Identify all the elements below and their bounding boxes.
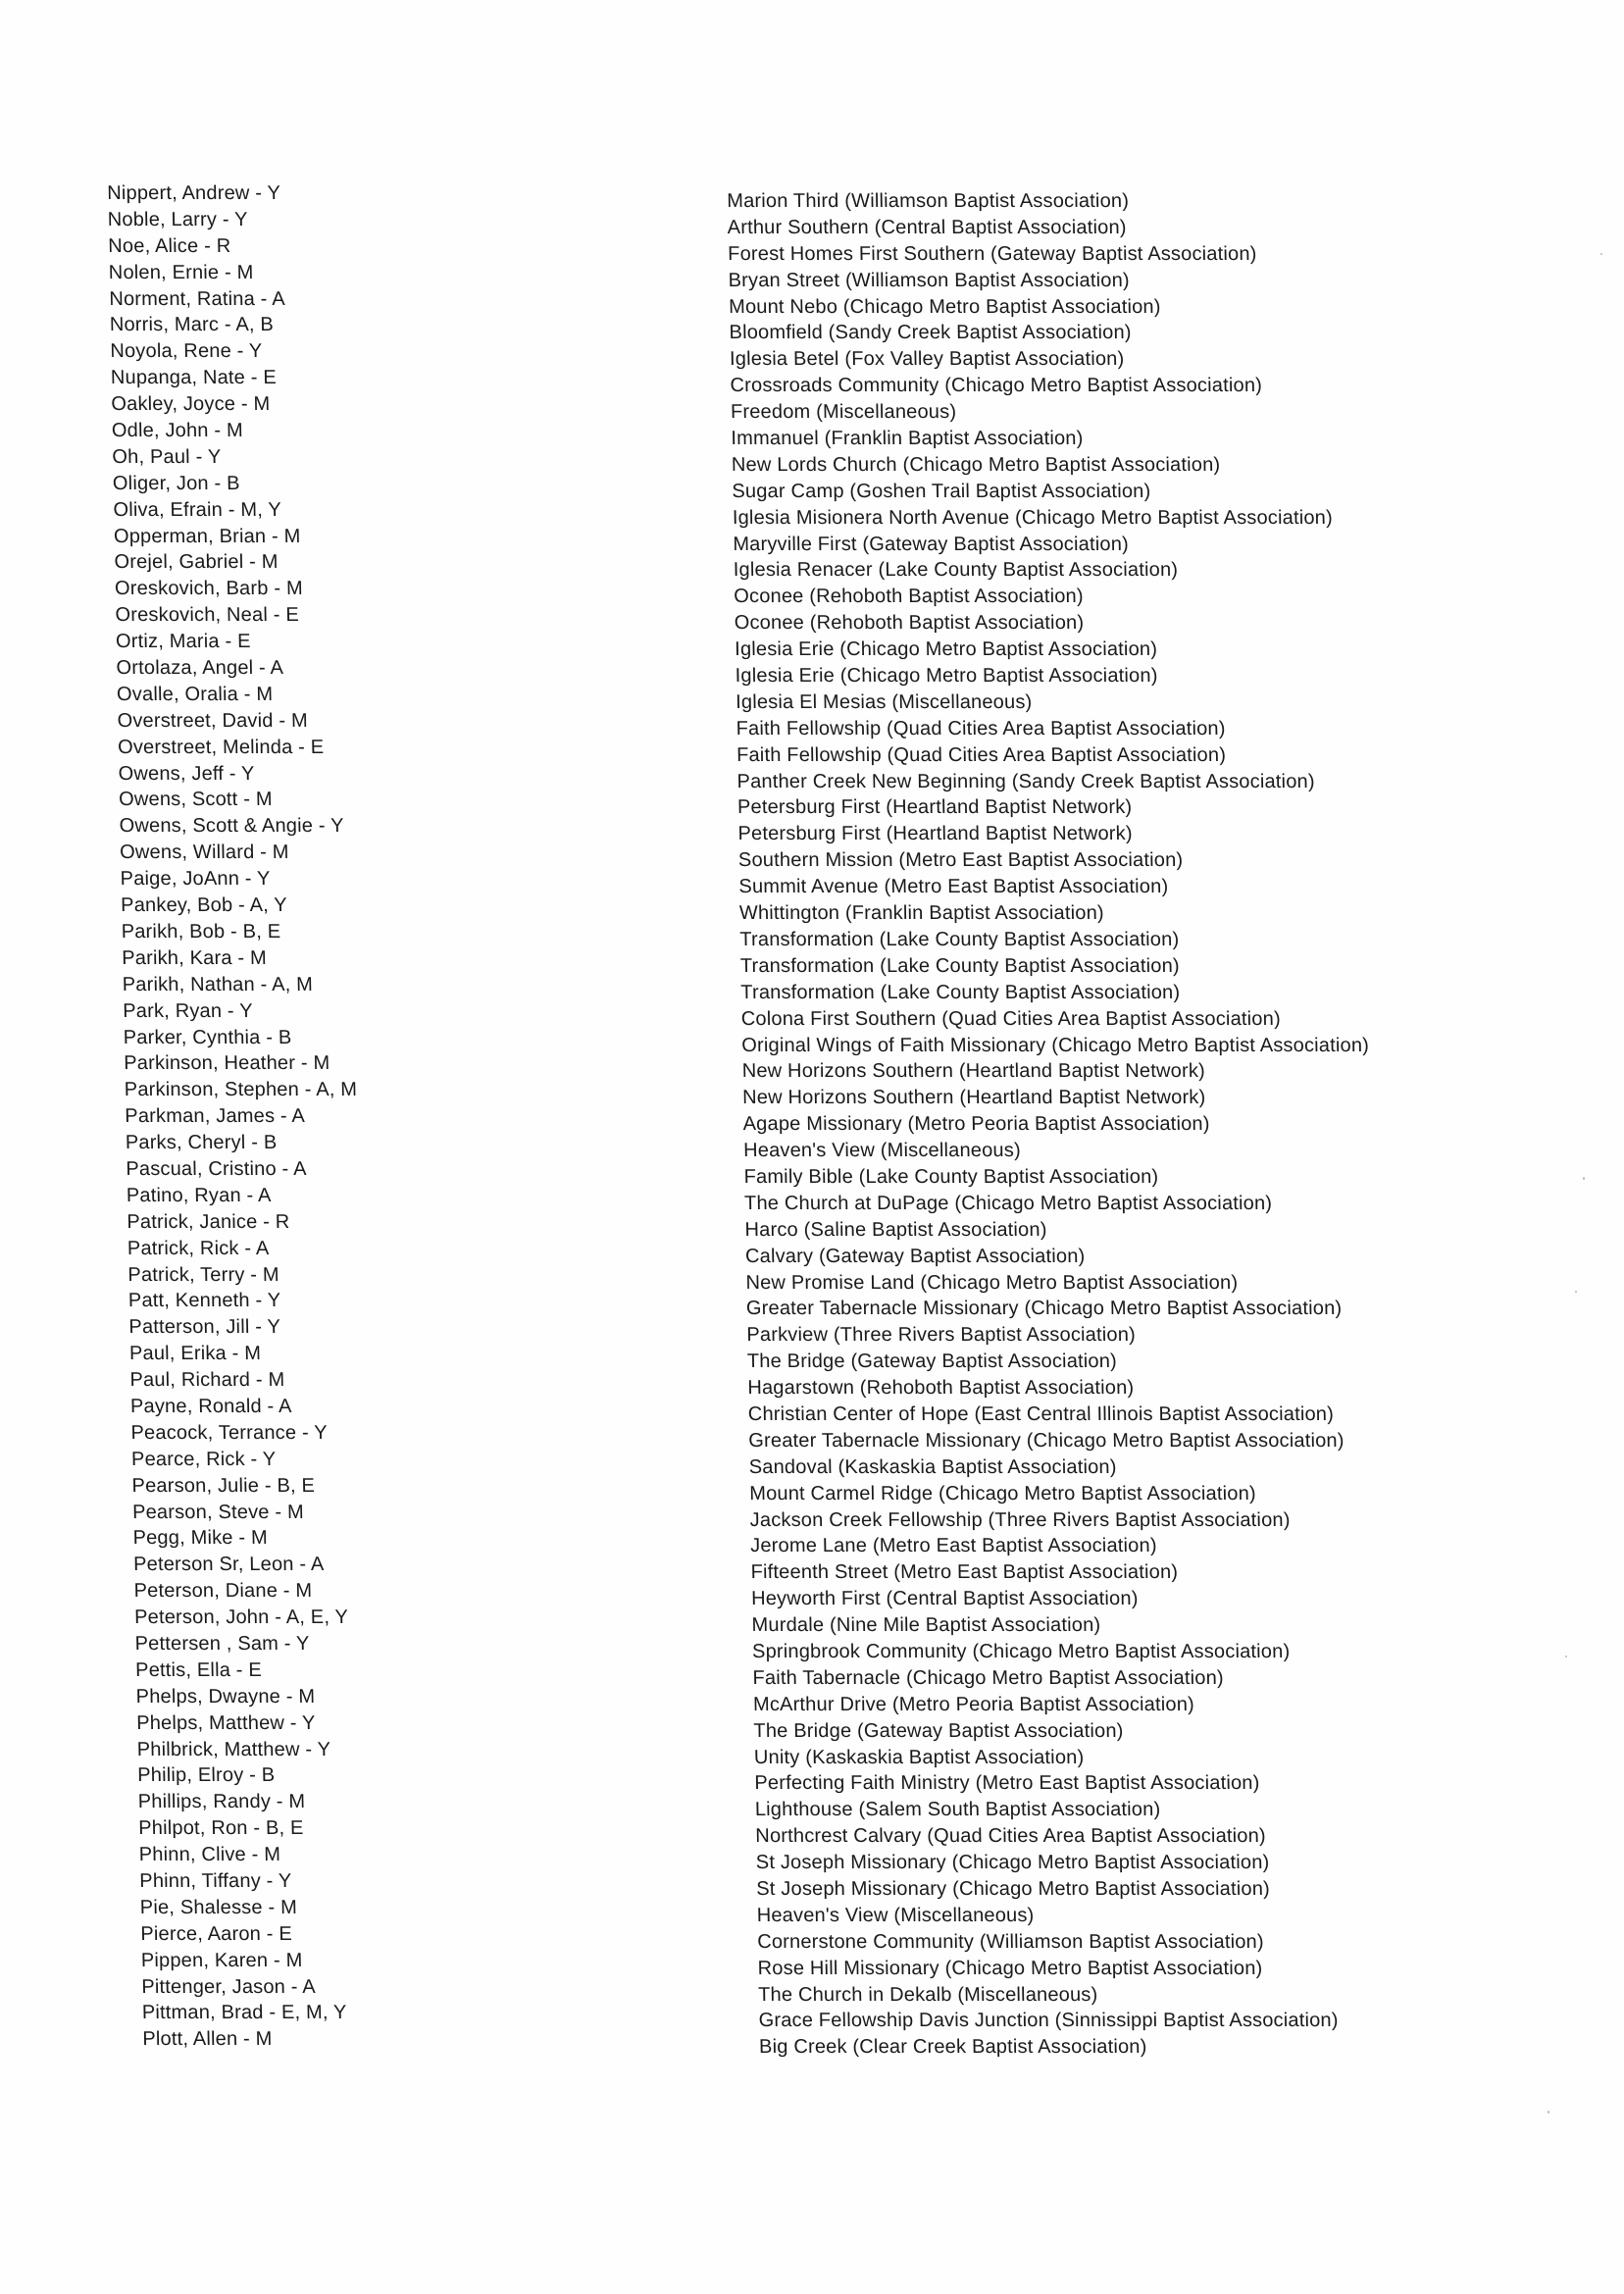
name-entry: Paige, JoAnn - Y — [120, 868, 271, 891]
name-entry: Parikh, Bob - B, E — [121, 920, 281, 943]
church-entry: Sugar Camp (Goshen Trail Baptist Association) — [732, 480, 1151, 502]
church-entry: Agape Missionary (Metro Peoria Baptist Association) — [742, 1113, 1210, 1136]
church-entry: Calvary (Gateway Baptist Association) — [744, 1245, 1086, 1267]
name-entry: Patrick, Rick - A — [127, 1237, 270, 1259]
scan-speck — [1548, 2111, 1549, 2114]
name-entry: Nolen, Ernie - M — [108, 261, 254, 283]
church-entry: Big Creek (Clear Creek Baptist Association) — [758, 2036, 1147, 2059]
name-entry: Phelps, Matthew - Y — [135, 1711, 316, 1734]
name-entry: Owens, Willard - M — [119, 841, 289, 864]
name-entry: Ortiz, Maria - E — [115, 631, 251, 653]
church-entry: Murdale (Nine Mile Baptist Association) — [751, 1614, 1101, 1637]
name-entry: Norris, Marc - A, B — [109, 314, 275, 336]
church-entry: Immanuel (Franklin Baptist Association) — [731, 428, 1084, 450]
name-entry: Owens, Jeff - Y — [118, 762, 255, 785]
church-entry: Forest Homes First Southern (Gateway Baptist Association) — [727, 242, 1257, 265]
name-entry: Pearson, Steve - M — [131, 1501, 305, 1523]
name-entry: Peterson, Diane - M — [133, 1580, 313, 1603]
name-entry: Phillips, Randy - M — [137, 1791, 306, 1813]
name-entry: Noble, Larry - Y — [107, 208, 248, 230]
name-entry: Philip, Elroy - B — [137, 1764, 276, 1787]
name-entry: Patt, Kenneth - Y — [127, 1290, 281, 1312]
name-entry: Parikh, Kara - M — [122, 946, 268, 969]
church-entry: Lighthouse (Salem South Baptist Association) — [754, 1799, 1161, 1821]
name-entry: Owens, Scott & Angie - Y — [119, 815, 344, 838]
name-entry: Phinn, Tiffany - Y — [139, 1870, 292, 1892]
name-entry: Paul, Richard - M — [129, 1369, 285, 1392]
name-entry: Odle, John - M — [111, 420, 244, 442]
name-entry: Patrick, Janice - R — [127, 1210, 290, 1233]
name-entry: Payne, Ronald - A — [129, 1395, 292, 1417]
church-entry: Family Bible (Lake County Baptist Association) — [743, 1165, 1159, 1188]
church-entry: Northcrest Calvary (Quad Cities Area Baptist Association) — [755, 1825, 1267, 1848]
church-entry: Petersburg First (Heartland Baptist Network) — [737, 823, 1133, 845]
name-entry: Parkman, James - A — [125, 1105, 306, 1128]
name-entry: Pearson, Julie - B, E — [131, 1474, 316, 1497]
church-entry: St Joseph Missionary (Chicago Metro Baptist Association) — [756, 1878, 1271, 1900]
name-entry: Pittman, Brad - E, M, Y — [141, 2002, 347, 2024]
church-entry: New Promise Land (Chicago Metro Baptist Association) — [745, 1271, 1239, 1294]
church-entry: Springbrook Community (Chicago Metro Baptist Association) — [751, 1640, 1291, 1662]
name-entry: Parker, Cynthia - B — [123, 1026, 292, 1048]
church-entry: Mount Carmel Ridge (Chicago Metro Baptist Association) — [749, 1482, 1256, 1504]
name-entry: Noe, Alice - R — [108, 234, 231, 257]
church-entry: Mount Nebo (Chicago Metro Baptist Association) — [728, 295, 1161, 318]
name-entry: Peacock, Terrance - Y — [130, 1421, 328, 1444]
church-entry: Summit Avenue (Metro East Baptist Association) — [738, 876, 1169, 898]
name-entry: Overstreet, Melinda - E — [117, 736, 325, 758]
church-entry: Cornerstone Community (Williamson Baptist Association) — [757, 1930, 1264, 1953]
church-entry: Bryan Street (Williamson Baptist Association) — [728, 269, 1130, 291]
name-entry: Ortolaza, Angel - A — [116, 657, 284, 680]
name-entry: Noyola, Rene - Y — [110, 340, 263, 363]
church-entry: Faith Fellowship (Quad Cities Area Baptist Association) — [736, 717, 1226, 739]
name-entry: Nupanga, Nate - E — [110, 367, 278, 389]
church-entry: Colona First Southern (Quad Cities Area Baptist Association) — [740, 1007, 1282, 1030]
church-entry: Heaven's View (Miscellaneous) — [742, 1140, 1022, 1162]
names-column — [107, 180, 376, 2053]
church-entry: Transformation (Lake County Baptist Association) — [740, 981, 1181, 1003]
church-entry: Arthur Southern (Central Baptist Association) — [727, 216, 1127, 238]
church-entry: Marion Third (Williamson Baptist Association) — [727, 190, 1130, 212]
church-entry: Petersburg First (Heartland Baptist Network) — [736, 796, 1133, 819]
church-entry: Iglesia Erie (Chicago Metro Baptist Association) — [735, 638, 1158, 661]
church-entry: Southern Mission (Metro East Baptist Association) — [737, 849, 1184, 872]
name-entry: Parkinson, Stephen - A, M — [124, 1079, 358, 1101]
name-entry: Peterson Sr, Leon - A — [132, 1554, 325, 1576]
name-entry: Overstreet, David - M — [117, 709, 309, 732]
church-entry: Iglesia Betel (Fox Valley Baptist Association) — [729, 348, 1125, 371]
name-entry: Opperman, Brian - M — [113, 525, 301, 547]
name-entry: Owens, Scott - M — [118, 789, 273, 811]
church-entry: New Horizons Southern (Heartland Baptist Network) — [741, 1060, 1206, 1083]
church-entry: Faith Fellowship (Quad Cities Area Baptist Association) — [736, 743, 1227, 766]
church-entry: Panther Creek New Beginning (Sandy Creek Baptist Association) — [736, 770, 1315, 792]
church-entry: Greater Tabernacle Missionary (Chicago Metro Baptist Association) — [745, 1298, 1343, 1320]
church-entry: New Horizons Southern (Heartland Baptist Network) — [741, 1087, 1206, 1109]
name-entry: Patino, Ryan - A — [126, 1184, 272, 1206]
church-entry: Faith Tabernacle (Chicago Metro Baptist Association) — [752, 1666, 1224, 1689]
scan-speck — [1583, 1177, 1585, 1180]
church-entry: Perfecting Faith Ministry (Metro East Baptist Association) — [754, 1772, 1260, 1795]
name-entry: Parks, Cheryl - B — [125, 1132, 278, 1154]
church-entry: Original Wings of Faith Missionary (Chicago Metro Baptist Association) — [741, 1034, 1370, 1056]
church-entry: Iglesia El Mesias (Miscellaneous) — [735, 690, 1033, 713]
church-entry: Rose Hill Missionary (Chicago Metro Baptist Association) — [757, 1957, 1263, 1979]
name-entry: Philpot, Ron - B, E — [138, 1817, 304, 1840]
church-entry: Iglesia Misionera North Avenue (Chicago Metro Baptist Association) — [732, 506, 1334, 529]
church-entry: Jerome Lane (Metro East Baptist Association) — [749, 1535, 1157, 1557]
name-entry: Paul, Erika - M — [128, 1343, 262, 1365]
church-entry: The Church in Dekalb (Miscellaneous) — [757, 1983, 1098, 2006]
name-entry: Oreskovich, Barb - M — [114, 578, 304, 600]
church-entry: Iglesia Erie (Chicago Metro Baptist Association) — [735, 665, 1158, 688]
church-entry: Harco (Saline Baptist Association) — [744, 1218, 1047, 1241]
name-entry: Phinn, Clive - M — [138, 1844, 281, 1866]
scan-speck — [1575, 1291, 1577, 1293]
church-entry: Oconee (Rehoboth Baptist Association) — [734, 612, 1085, 635]
name-entry: Pittenger, Jason - A — [141, 1975, 317, 1998]
name-entry: Philbrick, Matthew - Y — [136, 1738, 331, 1760]
church-entry: Whittington (Franklin Baptist Association) — [738, 902, 1104, 925]
name-entry: Peterson, John - A, E, Y — [133, 1606, 349, 1629]
name-entry: Nippert, Andrew - Y — [107, 182, 281, 204]
name-entry: Plott, Allen - M — [142, 2028, 273, 2051]
name-entry: Norment, Ratina - A — [109, 287, 285, 310]
name-entry: Phelps, Dwayne - M — [135, 1685, 316, 1708]
church-entry: Transformation (Lake County Baptist Association) — [739, 928, 1180, 950]
church-entry: Freedom (Miscellaneous) — [730, 401, 957, 424]
name-entry: Pettis, Ella - E — [134, 1658, 263, 1681]
church-entry: Crossroads Community (Chicago Metro Baptist Association) — [730, 375, 1263, 397]
church-entry: Grace Fellowship Davis Junction (Sinnissippi Baptist Association) — [758, 2010, 1339, 2032]
name-entry: Pie, Shalesse - M — [139, 1896, 298, 1918]
name-entry: Pegg, Mike - M — [132, 1527, 269, 1550]
church-entry: Maryville First (Gateway Baptist Association) — [733, 533, 1130, 555]
churches-column — [727, 188, 1387, 2061]
church-entry: Iglesia Renacer (Lake County Baptist Association) — [733, 559, 1179, 582]
church-entry: Greater Tabernacle Missionary (Chicago Metro Baptist Association) — [748, 1429, 1345, 1452]
name-entry: Parikh, Nathan - A, M — [122, 973, 314, 995]
church-entry: Oconee (Rehoboth Baptist Association) — [734, 586, 1084, 608]
church-entry: Transformation (Lake County Baptist Association) — [739, 954, 1180, 977]
church-entry: Christian Center of Hope (East Central Illinois Baptist Association) — [747, 1402, 1335, 1425]
church-entry: Parkview (Three Rivers Baptist Association) — [746, 1324, 1137, 1347]
name-entry: Pettersen , Sam - Y — [134, 1632, 310, 1655]
church-entry: The Bridge (Gateway Baptist Association) — [746, 1351, 1118, 1373]
church-entry: The Bridge (Gateway Baptist Association) — [753, 1719, 1124, 1742]
name-entry: Oreskovich, Neal - E — [115, 604, 300, 627]
church-entry: The Church at DuPage (Chicago Metro Baptist Association) — [743, 1192, 1273, 1214]
name-entry: Pankey, Bob - A, Y — [120, 894, 288, 917]
name-entry: Pippen, Karen - M — [140, 1949, 303, 1971]
church-entry: New Lords Church (Chicago Metro Baptist Association) — [731, 453, 1221, 476]
scan-speck — [1565, 1656, 1567, 1657]
name-entry: Park, Ryan - Y — [123, 999, 253, 1022]
church-entry: Hagarstown (Rehoboth Baptist Association) — [747, 1377, 1135, 1400]
name-entry: Orejel, Gabriel - M — [114, 551, 279, 574]
name-entry: Ovalle, Oralia - M — [116, 683, 274, 705]
church-entry: Heyworth First (Central Baptist Association) — [750, 1588, 1139, 1610]
name-entry: Pascual, Cristino - A — [126, 1157, 307, 1180]
church-entry: Jackson Creek Fellowship (Three Rivers Baptist Association) — [749, 1508, 1291, 1531]
scan-speck — [1600, 253, 1602, 255]
church-entry: Unity (Kaskaskia Baptist Association) — [753, 1746, 1085, 1768]
name-entry: Parkinson, Heather - M — [124, 1052, 330, 1075]
name-entry: Pierce, Aaron - E — [140, 1922, 293, 1945]
name-entry: Oh, Paul - Y — [112, 445, 222, 468]
church-entry: Sandoval (Kaskaskia Baptist Association) — [748, 1455, 1117, 1478]
name-entry: Oakley, Joyce - M — [111, 393, 271, 416]
church-entry: St Joseph Missionary (Chicago Metro Baptist Association) — [755, 1852, 1270, 1874]
name-entry: Patrick, Terry - M — [127, 1263, 279, 1286]
name-entry: Oliger, Jon - B — [112, 472, 240, 494]
church-entry: McArthur Drive (Metro Peoria Baptist Association) — [752, 1693, 1195, 1715]
church-entry: Bloomfield (Sandy Creek Baptist Association) — [729, 322, 1132, 344]
name-entry: Pearce, Rick - Y — [130, 1448, 277, 1470]
church-entry: Heaven's View (Miscellaneous) — [756, 1904, 1035, 1926]
church-entry: Fifteenth Street (Metro East Baptist Association) — [750, 1561, 1179, 1584]
name-entry: Patterson, Jill - Y — [128, 1316, 281, 1339]
name-entry: Oliva, Efrain - M, Y — [113, 498, 282, 521]
